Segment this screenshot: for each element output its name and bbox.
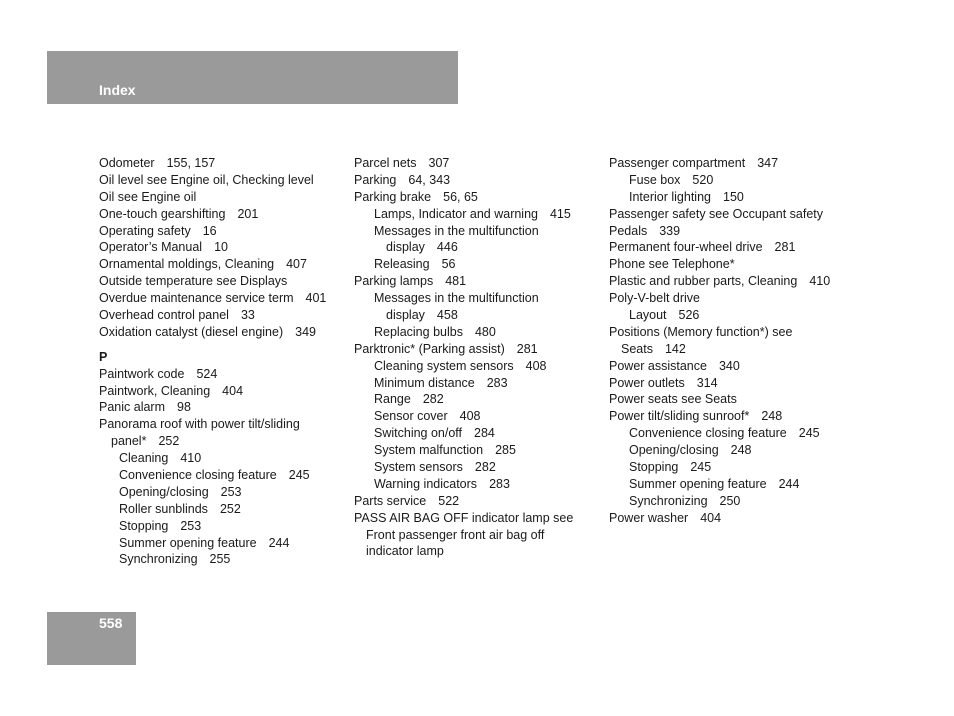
- index-entry: [354, 172, 573, 189]
- index-entry-term: Summer opening feature: [119, 535, 257, 550]
- index-entry: [99, 256, 326, 273]
- index-entry-term: Warning indicators: [374, 476, 478, 491]
- index-entry-term: Roller sunblinds: [119, 501, 208, 516]
- index-entry-pages: 349: [295, 324, 316, 339]
- index-letter-heading: [99, 349, 326, 366]
- index-entry-pages: 526: [678, 308, 700, 323]
- index-entry-term: System malfunction: [374, 443, 484, 458]
- index-entry: [354, 307, 573, 324]
- index-entry-term: Positions (Memory function*) see: [609, 324, 793, 339]
- index-entry: [354, 459, 573, 476]
- index-entry-term: Passenger safety see Occupant safety: [609, 206, 824, 221]
- index-entry-term: Permanent four-wheel drive: [609, 240, 763, 255]
- index-entry-term: Layout: [629, 308, 667, 323]
- index-entry-term: Synchronizing: [629, 493, 708, 508]
- index-entry-term: Paintwork, Cleaning: [99, 383, 211, 398]
- index-entry-term: Stopping: [629, 460, 679, 475]
- index-entry-pages: 404: [700, 510, 722, 525]
- index-entry-term: Messages in the multifunction: [374, 291, 539, 306]
- index-entry: [99, 155, 326, 172]
- index-entry-term: Plastic and rubber parts, Cleaning: [609, 274, 798, 289]
- index-entry-term: One-touch gearshifting: [99, 206, 226, 221]
- index-entry: [609, 155, 830, 172]
- index-entry: [354, 510, 573, 527]
- index-entry-term: Outside temperature see Displays: [99, 274, 288, 289]
- index-entry-term: Power seats see Seats: [609, 392, 737, 407]
- index-entry: [609, 256, 830, 273]
- index-entry-pages: 281: [516, 341, 538, 356]
- index-entry: [99, 518, 326, 535]
- index-entry: [99, 324, 326, 341]
- index-entry-pages: 56, 65: [443, 189, 478, 204]
- index-entry: [99, 239, 326, 256]
- index-entry-pages: 283: [486, 375, 508, 390]
- index-entry-pages: 10: [214, 240, 228, 255]
- index-entry-pages: 252: [158, 434, 180, 449]
- index-entry: [354, 425, 573, 442]
- index-entry: [354, 408, 573, 425]
- index-entry-term: Parking: [354, 172, 397, 187]
- index-entry-term: Parking lamps: [354, 274, 434, 289]
- index-entry: [99, 484, 326, 501]
- index-entry-term: Panic alarm: [99, 400, 165, 415]
- index-entry: [354, 476, 573, 493]
- page-title: Index: [99, 82, 136, 98]
- index-entry-term: Convenience closing feature: [629, 426, 787, 441]
- index-entry-term: Pedals: [609, 223, 648, 238]
- index-entry-pages: 244: [268, 535, 290, 550]
- index-entry: [609, 189, 830, 206]
- index-entry-pages: 407: [286, 257, 307, 272]
- index-entry-pages: 307: [428, 156, 450, 170]
- index-entry-term: Opening/closing: [119, 484, 209, 499]
- index-entry-term: Oxidation catalyst (diesel engine): [99, 324, 284, 339]
- index-entry-pages: 142: [664, 341, 686, 356]
- index-column-3: [609, 155, 830, 527]
- index-entry-term: indicator lamp: [366, 544, 444, 559]
- index-entry-pages: 281: [774, 240, 796, 255]
- index-entry-pages: 285: [495, 443, 516, 458]
- index-entry-term: Parcel nets: [354, 156, 417, 170]
- index-entry: [99, 551, 326, 568]
- index-entry-pages: 408: [459, 409, 481, 424]
- index-entry-term: display: [386, 240, 425, 255]
- index-entry: [609, 375, 830, 392]
- index-entry: [99, 535, 326, 552]
- index-entry: [609, 459, 830, 476]
- index-entry-pages: 410: [809, 274, 831, 289]
- index-entry: [99, 172, 326, 189]
- index-entry-pages: 404: [222, 383, 244, 398]
- index-entry: [354, 543, 573, 560]
- index-entry-pages: 282: [422, 392, 444, 407]
- index-entry-term: Switching on/off: [374, 426, 463, 441]
- index-entry-term: Summer opening feature: [629, 476, 767, 491]
- index-entry-term: display: [386, 308, 425, 323]
- index-entry: [609, 476, 830, 493]
- index-entry: [99, 273, 326, 290]
- index-entry: [99, 416, 326, 433]
- index-entry-term: Parktronic* (Parking assist): [354, 341, 505, 356]
- index-entry: [354, 189, 573, 206]
- index-entry-term: Paintwork code: [99, 366, 185, 381]
- index-entry-pages: 408: [525, 358, 547, 373]
- index-entry-pages: 339: [659, 223, 681, 238]
- index-entry-pages: 33: [240, 308, 255, 323]
- index-entry-pages: 458: [436, 308, 458, 323]
- page-number-box: [47, 612, 136, 665]
- page-number: 558: [99, 615, 123, 631]
- index-entry-pages: 253: [180, 518, 202, 533]
- index-entry-term: Oil see Engine oil: [99, 189, 197, 204]
- index-entry-pages: 524: [196, 366, 218, 381]
- index-column-1: [99, 155, 326, 568]
- index-entry-term: Parking brake: [354, 189, 432, 204]
- index-entry-term: Stopping: [119, 518, 169, 533]
- index-entry-term: Sensor cover: [374, 409, 448, 424]
- index-entry-pages: 253: [220, 484, 242, 499]
- index-entry: [99, 450, 326, 467]
- index-entry-term: Operator’s Manual: [99, 240, 203, 255]
- index-entry-pages: 56: [441, 257, 456, 272]
- index-entry-pages: 480: [474, 324, 496, 339]
- index-entry-term: Passenger compartment: [609, 156, 746, 170]
- index-entry-term: Overdue maintenance service term: [99, 291, 294, 306]
- index-entry-pages: 245: [288, 468, 310, 483]
- index-entry-term: Power tilt/sliding sunroof*: [609, 409, 750, 424]
- index-entry: [354, 358, 573, 375]
- index-entry: [99, 189, 326, 206]
- index-entry: [354, 375, 573, 392]
- index-entry-term: Fuse box: [629, 172, 681, 187]
- index-entry: [609, 324, 830, 341]
- index-entry: [609, 307, 830, 324]
- index-entry-pages: 340: [718, 358, 740, 373]
- index-entry: [99, 307, 326, 324]
- index-entry-term: Power washer: [609, 510, 689, 525]
- index-entry-term: Parts service: [354, 493, 427, 508]
- index-entry: [354, 273, 573, 290]
- index-entry-term: Minimum distance: [374, 375, 475, 390]
- index-entry-pages: 522: [438, 493, 460, 508]
- index-entry: [354, 527, 573, 544]
- index-entry-pages: 248: [730, 443, 752, 458]
- index-entry: [354, 391, 573, 408]
- index-entry-term: Replacing bulbs: [374, 324, 463, 339]
- index-entry-pages: 16: [202, 223, 217, 238]
- index-column-2: [354, 155, 573, 560]
- index-entry-term: Ornamental moldings, Cleaning: [99, 257, 275, 272]
- index-entry-pages: 248: [761, 409, 783, 424]
- index-entry-pages: 282: [474, 460, 496, 475]
- index-entry-term: panel*: [111, 434, 147, 449]
- index-entry-term: System sensors: [374, 460, 463, 475]
- index-entry-term: Releasing: [374, 257, 430, 272]
- index-entry: [99, 290, 326, 307]
- index-entry-term: Odometer: [99, 156, 155, 170]
- index-entry: [354, 239, 573, 256]
- index-entry: [354, 341, 573, 358]
- index-entry-term: Cleaning: [119, 451, 169, 466]
- index-entry-term: Lamps, Indicator and warning: [374, 206, 538, 221]
- index-entry-pages: 245: [690, 460, 712, 475]
- index-entry: [354, 442, 573, 459]
- index-entry-term: Power outlets: [609, 375, 685, 390]
- index-entry-pages: 244: [778, 476, 800, 491]
- index-entry-pages: 245: [798, 426, 820, 441]
- header-bar: [47, 51, 458, 104]
- index-entry: [609, 172, 830, 189]
- index-entry: [609, 391, 830, 408]
- index-entry: [609, 425, 830, 442]
- index-entry-term: Cleaning system sensors: [374, 358, 514, 373]
- index-entry: [354, 493, 573, 510]
- index-entry: [609, 206, 830, 223]
- index-entry: [354, 256, 573, 273]
- index-entry-term: Synchronizing: [119, 552, 198, 567]
- index-entry: [609, 510, 830, 527]
- index-entry: [354, 206, 573, 223]
- index-entry-term: Poly-V-belt drive: [609, 291, 701, 306]
- index-entry: [354, 324, 573, 341]
- index-entry: [99, 366, 326, 383]
- index-entry-term: Panorama roof with power tilt/sliding: [99, 417, 300, 432]
- index-entry-term: Messages in the multifunction: [374, 223, 539, 238]
- index-entry: [99, 399, 326, 416]
- index-entry: [354, 155, 573, 172]
- index-entry-term: Power assistance: [609, 358, 707, 373]
- index-entry: [99, 383, 326, 400]
- index-entry-term: Range: [374, 392, 411, 407]
- index-entry: [609, 239, 830, 256]
- index-entry: [99, 501, 326, 518]
- index-entry: [99, 206, 326, 223]
- index-entry-term: Opening/closing: [629, 443, 719, 458]
- index-entry-pages: 314: [696, 375, 718, 390]
- index-entry: [609, 273, 830, 290]
- index-entry-pages: 150: [723, 189, 744, 204]
- index-entry: [609, 223, 830, 240]
- index-entry: [99, 433, 326, 450]
- index-entry-term: P: [99, 349, 108, 364]
- index-entry-pages: 64, 343: [408, 172, 451, 187]
- index-entry-term: Convenience closing feature: [119, 468, 277, 483]
- index-entry-term: Front passenger front air bag off: [366, 527, 545, 542]
- index-entry: [609, 442, 830, 459]
- index-entry: [609, 341, 830, 358]
- index-entry-pages: 481: [445, 274, 467, 289]
- index-entry-pages: 155, 157: [166, 156, 216, 170]
- index-entry-term: Overhead control panel: [99, 308, 229, 323]
- index-entry-pages: 415: [549, 206, 571, 221]
- index-entry-pages: 446: [436, 240, 458, 255]
- index-entry-term: Interior lighting: [629, 189, 711, 204]
- index-entry-pages: 283: [489, 476, 510, 491]
- index-entry: [99, 467, 326, 484]
- index-entry-term: Operating safety: [99, 223, 191, 238]
- index-entry: [354, 223, 573, 240]
- index-entry-term: PASS AIR BAG OFF indicator lamp see: [354, 510, 574, 525]
- index-entry-pages: 201: [237, 206, 259, 221]
- index-entry-term: Oil level see Engine oil, Checking level: [99, 172, 314, 187]
- index-entry: [609, 290, 830, 307]
- index-entry-pages: 255: [209, 552, 231, 567]
- index-entry-pages: 284: [474, 426, 495, 441]
- index-entry-pages: 410: [180, 451, 202, 466]
- index-entry-pages: 98: [177, 400, 191, 415]
- index-entry: [99, 223, 326, 240]
- index-entry: [609, 358, 830, 375]
- index-entry-pages: 250: [719, 493, 741, 508]
- index-entry-pages: 347: [757, 156, 779, 170]
- index-entry-pages: 401: [305, 291, 327, 306]
- index-entry-pages: 252: [219, 501, 241, 516]
- index-entry-pages: 520: [692, 172, 714, 187]
- index-entry: [354, 290, 573, 307]
- index-entry: [609, 408, 830, 425]
- index-entry-term: Phone see Telephone*: [609, 257, 735, 272]
- index-entry-term: Seats: [621, 341, 653, 356]
- index-entry: [609, 493, 830, 510]
